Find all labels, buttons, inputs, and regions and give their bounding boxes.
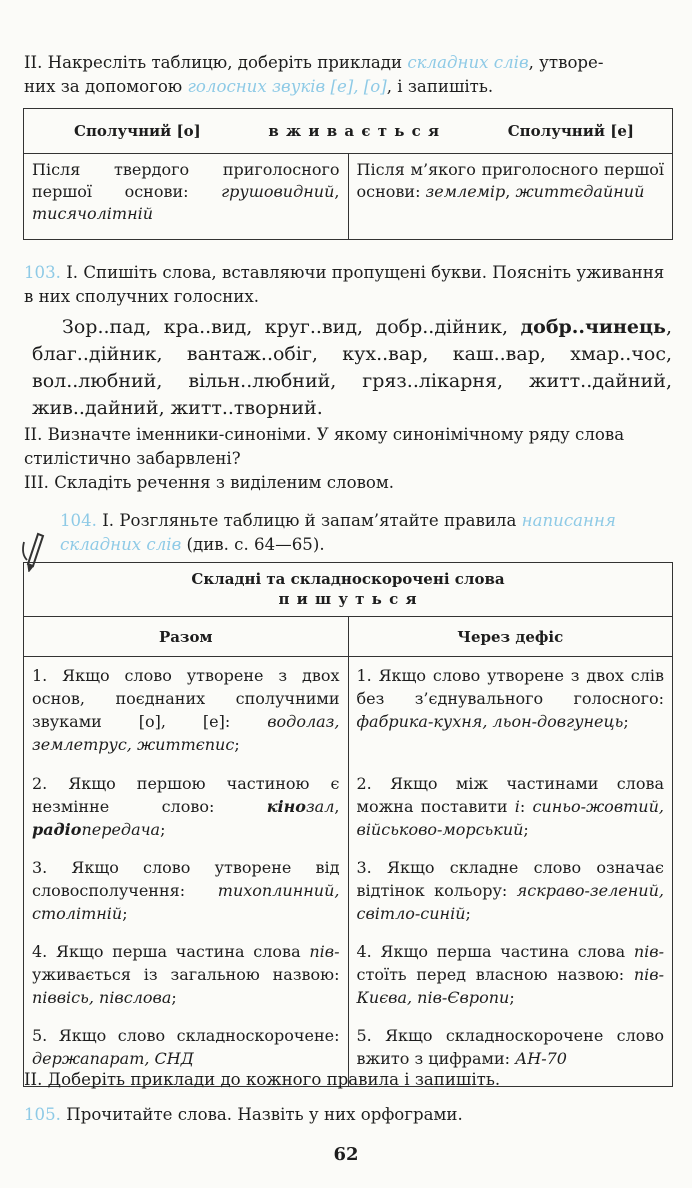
table-row (24, 933, 673, 1017)
table-header: Сполучний [о] в ж и в а є т ь с я Сполучний [е] (24, 109, 673, 154)
table-header-row (24, 109, 673, 154)
col-header-hyphen: Через дефіс (348, 617, 673, 657)
highlighted-word: добр..чинець (520, 316, 666, 338)
table-header-row (24, 617, 673, 657)
rule-together-4: 4. Якщо перша частина слова пів- уживається із загальною назвою: піввісь, півслова; (24, 933, 349, 1017)
ex104-task1: 104. І. Розгляньте таблицю й запам’ятайте правила написання складних слів (див. с. 64—65). (60, 511, 616, 554)
term-compound-words: складних слів (407, 53, 529, 72)
rule-hyphen-2: 2. Якщо між частинами слова можна поставити і: синьо-жовтий, військово-морський; (348, 765, 673, 849)
table-caption-row (24, 563, 673, 617)
rule-together-3: 3. Якщо слово утворене від словосполучення: тихоплинний, столітній; (24, 849, 349, 933)
table-caption: Складні та складноскорочені слова п и ш у т ь с я (24, 563, 673, 617)
cell-soft-consonant: Після м’якого приголосного першої основи: землемір, життєдайний (348, 154, 673, 240)
ex103-task2: ІІ. Визначте іменники-синоніми. У якому синонімічному ряду слова стилістично забарвлені? (24, 425, 625, 468)
ex103-words: Зор..пад, кра..вид, круг..вид, добр..дійник, добр..чинець, благ..дійник, вантаж..обіг, кух..вар, каш..вар, хмар..чос, вол..любний, вільн..любний, гряз..лікарня, житт..дайний, жив..дайний, житт..творний. (32, 316, 672, 419)
col-header-together: Разом (24, 617, 349, 657)
table-row (24, 154, 673, 240)
rule-together-5: 5. Якщо слово складноскорочене: держапарат, СНД (24, 1017, 349, 1087)
exercise-number: 105. (24, 1105, 61, 1124)
cell-hard-consonant: Після твердого приголосного першої основи: грушовидний, тисячолітній (24, 154, 349, 240)
connecting-vowel-table (23, 108, 673, 240)
exercise-number: 104. (60, 511, 97, 530)
ex105-task: 105. Прочитайте слова. Назвіть у них орфограми. (24, 1105, 463, 1124)
table-row (24, 849, 673, 933)
rule-hyphen-5: 5. Якщо складноскорочене слово вжито з цифрами: АН-70 (348, 1017, 673, 1087)
rule-together-1: 1. Якщо слово утворене з двох основ, поєднаних сполучними звуками [о], [е]: водолаз, землетрус, життєпис; (24, 657, 349, 766)
exercise-number: 103. (24, 263, 61, 282)
page-number: 62 (333, 1144, 359, 1165)
term-spelling-compound-words: написання складних слів (60, 511, 616, 554)
table-row (24, 657, 673, 766)
ex103-task1: 103. І. Спишіть слова, вставляючи пропущені букви. Поясніть уживання в них сполучних голосних. (24, 263, 665, 306)
rule-hyphen-4: 4. Якщо перша частина слова пів- стоїть перед власною назвою: пів-Києва, пів-Європи; (348, 933, 673, 1017)
rule-together-2: 2. Якщо першою частиною є незмінне слово: кінозал, радіопередача; (24, 765, 349, 849)
table-row (24, 765, 673, 849)
ex103-task3: ІІІ. Складіть речення з виділеним словом. (24, 473, 395, 492)
compound-words-spelling-table (23, 562, 673, 1087)
rule-hyphen-3: 3. Якщо складне слово означає відтінок кольору: яскраво-зелений, світло-синій; (348, 849, 673, 933)
ex102-task2: ІІ. Накресліть таблицю, доберіть приклади складних слів, утворе- них за допомогою голосних звуків [е], [о], і запишіть. (24, 53, 604, 96)
ex104-task2: ІІ. Доберіть приклади до кожного правила і запишіть. (24, 1070, 501, 1089)
rule-hyphen-1: 1. Якщо слово утворене з двох слів без з’єднувального голосного: фабрика-кухня, льон-довгунець; (348, 657, 673, 766)
term-vowel-sounds: голосних звуків [е], [о] (187, 77, 387, 96)
